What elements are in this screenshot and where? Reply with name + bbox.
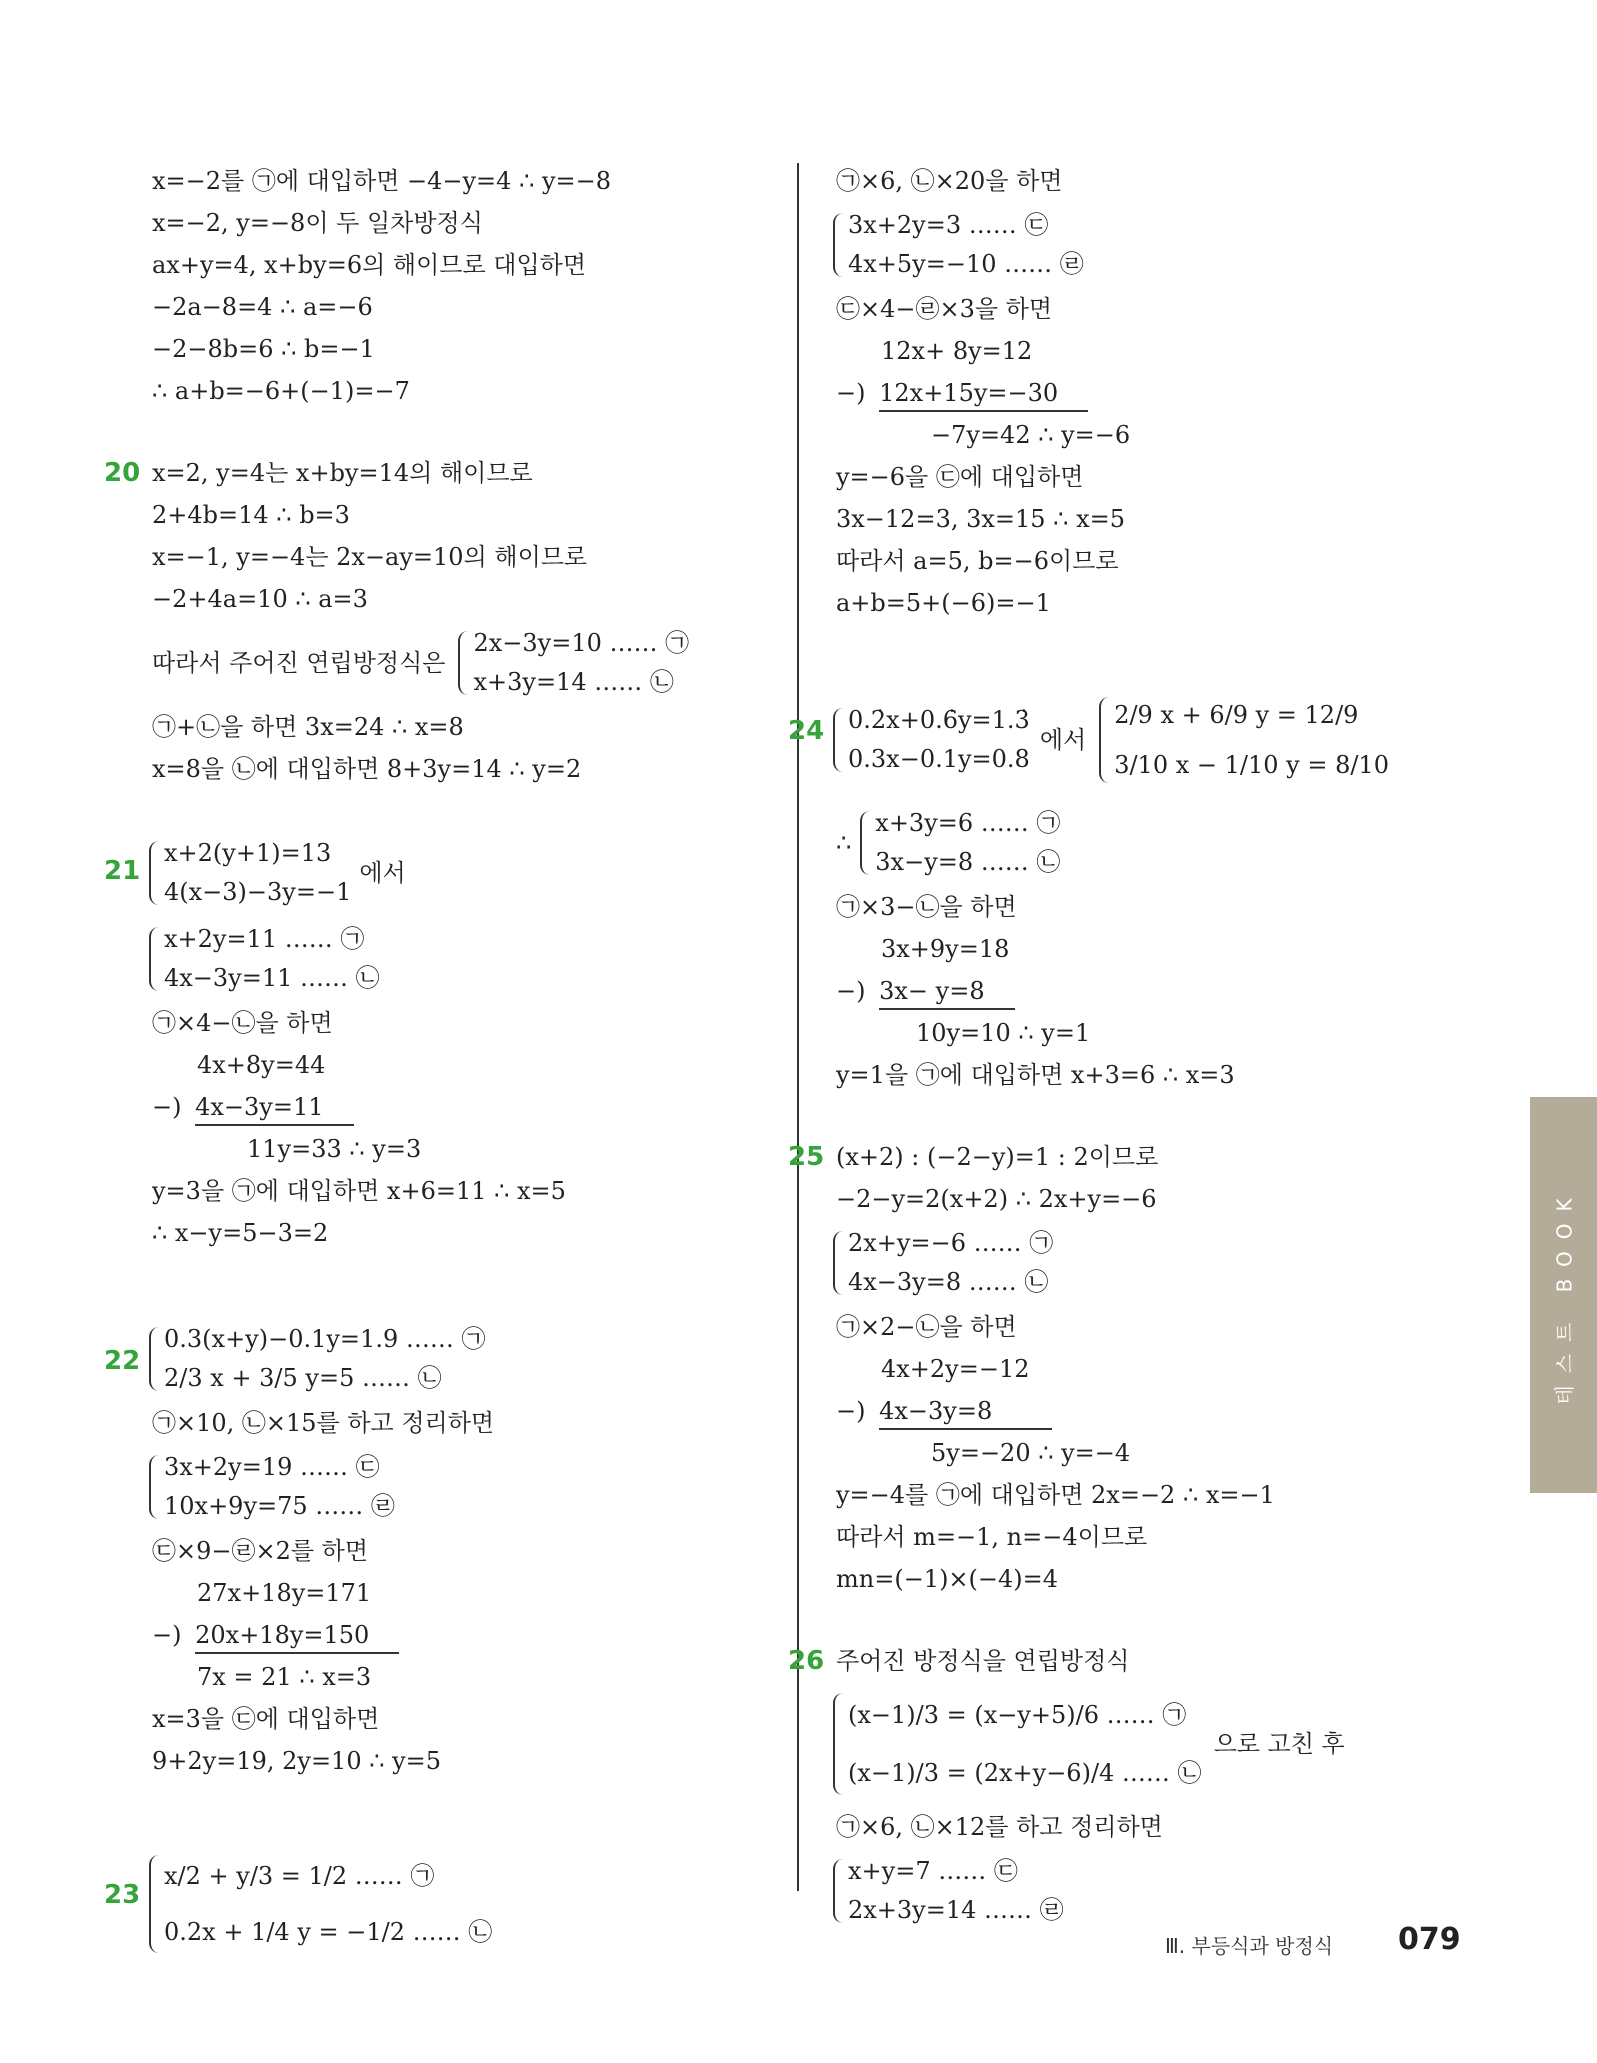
intro-line-4: −2a−8=4 ∴ a=−6 bbox=[152, 293, 373, 321]
right-column bbox=[788, 160, 1456, 1934]
problem-22-operation-2: ㉢×9−㉣×2를 하면 bbox=[152, 1537, 369, 1565]
problem-21-line-2: ∴ x−y=5−3=2 bbox=[152, 1219, 329, 1247]
left-brace bbox=[149, 841, 161, 905]
minus-sign: −) bbox=[836, 379, 866, 407]
equation: 4(x−3)−3y=−1 bbox=[164, 878, 352, 906]
problem-20-text-1: x=2, y=4는 x+by=14의 해이므로 bbox=[152, 459, 533, 487]
calc-line: 4x+2y=−12 bbox=[881, 1355, 1030, 1383]
equation: 3x+2y=19 …… ㉢ bbox=[164, 1453, 380, 1481]
problem-24-therefore-row bbox=[836, 800, 1456, 886]
problem-25-line-5: mn=(−1)×(−4)=4 bbox=[836, 1565, 1059, 1593]
problem-20-line-5: ㉠+㉡을 하면 3x=24 ∴ x=8 bbox=[152, 713, 464, 741]
equation: 2x+y=−6 …… ㉠ bbox=[848, 1229, 1054, 1257]
calc-subtrahend: 12x+15y=−30 bbox=[879, 376, 1088, 412]
spacer bbox=[152, 790, 772, 830]
problem-22-system-2 bbox=[146, 1448, 772, 1526]
problem-24-middle: 에서 bbox=[1039, 726, 1087, 754]
equation: 10x+9y=75 …… ㉣ bbox=[164, 1492, 395, 1520]
problem-23-system bbox=[146, 1848, 772, 1960]
calc-subtract-line bbox=[836, 1390, 1456, 1432]
problem-25-line-4: 따라서 m=−1, n=−4이므로 bbox=[836, 1523, 1148, 1551]
problem-25-line-3: y=−4를 ㉠에 대입하면 2x=−2 ∴ x=−1 bbox=[836, 1481, 1275, 1509]
problem-22-line-2: 9+2y=19, 2y=10 ∴ y=5 bbox=[152, 1747, 442, 1775]
spacer bbox=[836, 1600, 1456, 1640]
left-brace bbox=[1099, 697, 1111, 783]
intro-line-1: x=−2를 ㉠에 대입하면 −4−y=4 ∴ y=−8 bbox=[152, 167, 612, 195]
calc-subtrahend: 20x+18y=150 bbox=[195, 1618, 399, 1654]
equation: 2x+3y=14 …… ㉣ bbox=[848, 1896, 1064, 1924]
calc-result: 10y=10 ∴ y=1 bbox=[916, 1019, 1091, 1047]
minus-sign: −) bbox=[152, 1093, 182, 1121]
problem-26-text-1: 주어진 방정식을 연립방정식 bbox=[836, 1647, 1130, 1675]
problem-25-line-2: −2−y=2(x+2) ∴ 2x+y=−6 bbox=[836, 1185, 1157, 1213]
left-brace bbox=[860, 811, 872, 875]
top-operation-2: ㉢×4−㉣×3을 하면 bbox=[836, 295, 1053, 323]
problem-25-system bbox=[830, 1224, 1456, 1302]
column-divider bbox=[797, 163, 799, 1891]
spacer bbox=[836, 624, 1456, 686]
top-line-3: 따라서 a=5, b=−6이므로 bbox=[836, 547, 1119, 575]
calc-line: 4x+8y=44 bbox=[197, 1051, 326, 1079]
problem-20-line-3: x=−1, y=−4는 2x−ay=10의 해이므로 bbox=[152, 543, 588, 571]
problem-20-system-prefix: 따라서 주어진 연립방정식은 bbox=[152, 649, 446, 677]
equation: 3/10 x − 1/10 y = 8/10 bbox=[1114, 751, 1389, 779]
problem-24-system-row bbox=[788, 686, 1456, 794]
problem-number-26: 26 bbox=[788, 1646, 825, 1676]
left-brace bbox=[833, 213, 845, 277]
equation: 0.2̇x+0.6̇y=1.3̇ bbox=[848, 706, 1030, 734]
footer-chapter: Ⅲ. 부등식과 방정식 bbox=[1165, 1934, 1334, 1958]
top-line-1: y=−6을 ㉢에 대입하면 bbox=[836, 463, 1084, 491]
calc-line: 12x+ 8y=12 bbox=[881, 337, 1033, 365]
calc-subtract-line bbox=[836, 372, 1456, 414]
top-operation-1: ㉠×6, ㉡×20을 하면 bbox=[836, 167, 1063, 195]
equation: 3x+2y=3 …… ㉢ bbox=[848, 211, 1049, 239]
therefore-symbol: ∴ bbox=[836, 829, 852, 857]
intro-line-5: −2−8b=6 ∴ b=−1 bbox=[152, 335, 375, 363]
spacer bbox=[152, 1254, 772, 1316]
calc-subtract-line bbox=[836, 970, 1456, 1012]
spacer bbox=[836, 1096, 1456, 1136]
problem-20-line-2: 2+4b=14 ∴ b=3 bbox=[152, 501, 350, 529]
equation: x+y=7 …… ㉢ bbox=[848, 1857, 1018, 1885]
left-brace bbox=[833, 1231, 845, 1295]
problem-21-suffix: 에서 bbox=[359, 859, 406, 887]
intro-line-6: ∴ a+b=−6+(−1)=−7 bbox=[152, 377, 410, 405]
calc-subtrahend: 4x−3y=8 bbox=[879, 1394, 1052, 1430]
problem-25-text-1: (x+2) : (−2−y)=1 : 2이므로 bbox=[836, 1143, 1159, 1171]
minus-sign: −) bbox=[836, 977, 866, 1005]
equation: x+3y=6 …… ㉠ bbox=[875, 809, 1061, 837]
problem-22-operation-1: ㉠×10, ㉡×15를 하고 정리하면 bbox=[152, 1409, 495, 1437]
equation: 4x−3y=8 …… ㉡ bbox=[848, 1268, 1049, 1296]
problem-number-22: 22 bbox=[104, 1346, 141, 1376]
calc-line: 3x+9y=18 bbox=[881, 935, 1010, 963]
problem-23-system-row bbox=[104, 1848, 772, 1960]
equation: 2/3 x + 3/5 y=5 …… ㉡ bbox=[164, 1364, 442, 1392]
problem-21-system-row bbox=[104, 830, 772, 916]
problem-number-24: 24 bbox=[788, 716, 825, 746]
left-brace bbox=[149, 1855, 161, 1953]
calc-subtract-line bbox=[152, 1614, 772, 1656]
problem-number-20: 20 bbox=[104, 458, 141, 488]
minus-sign: −) bbox=[836, 1397, 866, 1425]
equation: 4x+5y=−10 …… ㉣ bbox=[848, 250, 1084, 278]
page-number: 079 bbox=[1398, 1922, 1461, 1957]
problem-22-system-row bbox=[104, 1320, 772, 1398]
equation: 4x−3y=11 …… ㉡ bbox=[164, 964, 380, 992]
problem-21-system-1 bbox=[146, 834, 351, 912]
problem-26-operation: ㉠×6, ㉡×12를 하고 정리하면 bbox=[836, 1813, 1163, 1841]
problem-24-system-2 bbox=[1096, 690, 1389, 790]
problem-21-operation: ㉠×4−㉡을 하면 bbox=[152, 1009, 333, 1037]
problem-26-line-1 bbox=[788, 1640, 1456, 1682]
calc-subtrahend: 3x− y=8 bbox=[879, 974, 1014, 1010]
problem-24-operation: ㉠×3−㉡을 하면 bbox=[836, 893, 1017, 921]
minus-sign: −) bbox=[152, 1621, 182, 1649]
equation: (x−1)/3 = (x−y+5)/6 …… ㉠ bbox=[848, 1701, 1187, 1729]
equation: 0.2x + 1/4 y = −1/2 …… ㉡ bbox=[164, 1918, 493, 1946]
equation: 0.3(x+y)−0.1y=1.9 …… ㉠ bbox=[164, 1325, 486, 1353]
top-system bbox=[830, 206, 1456, 284]
intro-line-2: x=−2, y=−8이 두 일차방정식 bbox=[152, 209, 483, 237]
side-tab-label: 테스트 BOOK bbox=[1553, 1185, 1578, 1405]
problem-26-system-row bbox=[836, 1682, 1456, 1806]
side-tab-label-wrap bbox=[1530, 1097, 1597, 1493]
problem-21-system-2 bbox=[146, 920, 772, 998]
left-brace bbox=[149, 1455, 161, 1519]
left-brace bbox=[833, 1859, 845, 1923]
problem-20-line-1 bbox=[104, 452, 772, 494]
problem-25-operation: ㉠×2−㉡을 하면 bbox=[836, 1313, 1017, 1341]
equation: x+2(y+1)=13 bbox=[164, 839, 332, 867]
intro-line-3: ax+y=4, x+by=6의 해이므로 대입하면 bbox=[152, 251, 587, 279]
left-brace bbox=[149, 1327, 161, 1391]
equation: 2x−3y=10 …… ㉠ bbox=[473, 629, 690, 657]
left-brace bbox=[833, 1693, 845, 1795]
left-brace bbox=[833, 708, 845, 772]
spacer bbox=[152, 1782, 772, 1844]
problem-26-suffix: 으로 고친 후 bbox=[1213, 1730, 1345, 1758]
problem-22-system-1 bbox=[146, 1320, 772, 1398]
problem-24-line-1: y=1을 ㉠에 대입하면 x+3=6 ∴ x=3 bbox=[836, 1061, 1235, 1089]
calc-result: 5y=−20 ∴ y=−4 bbox=[931, 1439, 1131, 1467]
equation: x+2y=11 …… ㉠ bbox=[164, 925, 365, 953]
equation: (x−1)/3 = (2x+y−6)/4 …… ㉡ bbox=[848, 1759, 1202, 1787]
problem-22-line-1: x=3을 ㉢에 대입하면 bbox=[152, 1705, 380, 1733]
calc-result: 7x = 21 ∴ x=3 bbox=[197, 1663, 372, 1691]
equation: x/2 + y/3 = 1/2 …… ㉠ bbox=[164, 1862, 435, 1890]
spacer bbox=[152, 412, 772, 452]
left-column bbox=[104, 160, 772, 1964]
problem-26-system-2 bbox=[830, 1852, 1456, 1930]
problem-24-system-3 bbox=[857, 804, 1060, 882]
calc-subtract-line bbox=[152, 1086, 772, 1128]
problem-21-line-1: y=3을 ㉠에 대입하면 x+6=11 ∴ x=5 bbox=[152, 1177, 566, 1205]
equation: 2/9 x + 6/9 y = 12/9 bbox=[1114, 701, 1359, 729]
equation: 0.3x−0.1y=0.8 bbox=[848, 745, 1030, 773]
left-brace bbox=[149, 927, 161, 991]
calc-result: −7y=42 ∴ y=−6 bbox=[931, 421, 1131, 449]
top-line-4: a+b=5+(−6)=−1 bbox=[836, 589, 1051, 617]
calc-result: 11y=33 ∴ y=3 bbox=[247, 1135, 422, 1163]
equation: 3x−y=8 …… ㉡ bbox=[875, 848, 1061, 876]
problem-24-system-1 bbox=[830, 701, 1030, 779]
problem-number-23: 23 bbox=[104, 1880, 141, 1910]
calc-subtrahend: 4x−3y=11 bbox=[195, 1090, 353, 1126]
problem-20-line-6: x=8을 ㉡에 대입하면 8+3y=14 ∴ y=2 bbox=[152, 755, 582, 783]
left-brace bbox=[458, 631, 470, 695]
calc-line: 27x+18y=171 bbox=[197, 1579, 372, 1607]
side-tab bbox=[1530, 1097, 1597, 1493]
equation: x+3y=14 …… ㉡ bbox=[473, 668, 674, 696]
problem-20-line-4: −2+4a=10 ∴ a=3 bbox=[152, 585, 368, 613]
problem-20-system-row bbox=[152, 620, 772, 706]
problem-20-system bbox=[455, 624, 689, 702]
problem-number-25: 25 bbox=[788, 1142, 825, 1172]
problem-26-system-1 bbox=[830, 1686, 1202, 1802]
problem-number-21: 21 bbox=[104, 856, 141, 886]
top-line-2: 3x−12=3, 3x=15 ∴ x=5 bbox=[836, 505, 1125, 533]
problem-25-line-1 bbox=[788, 1136, 1456, 1178]
